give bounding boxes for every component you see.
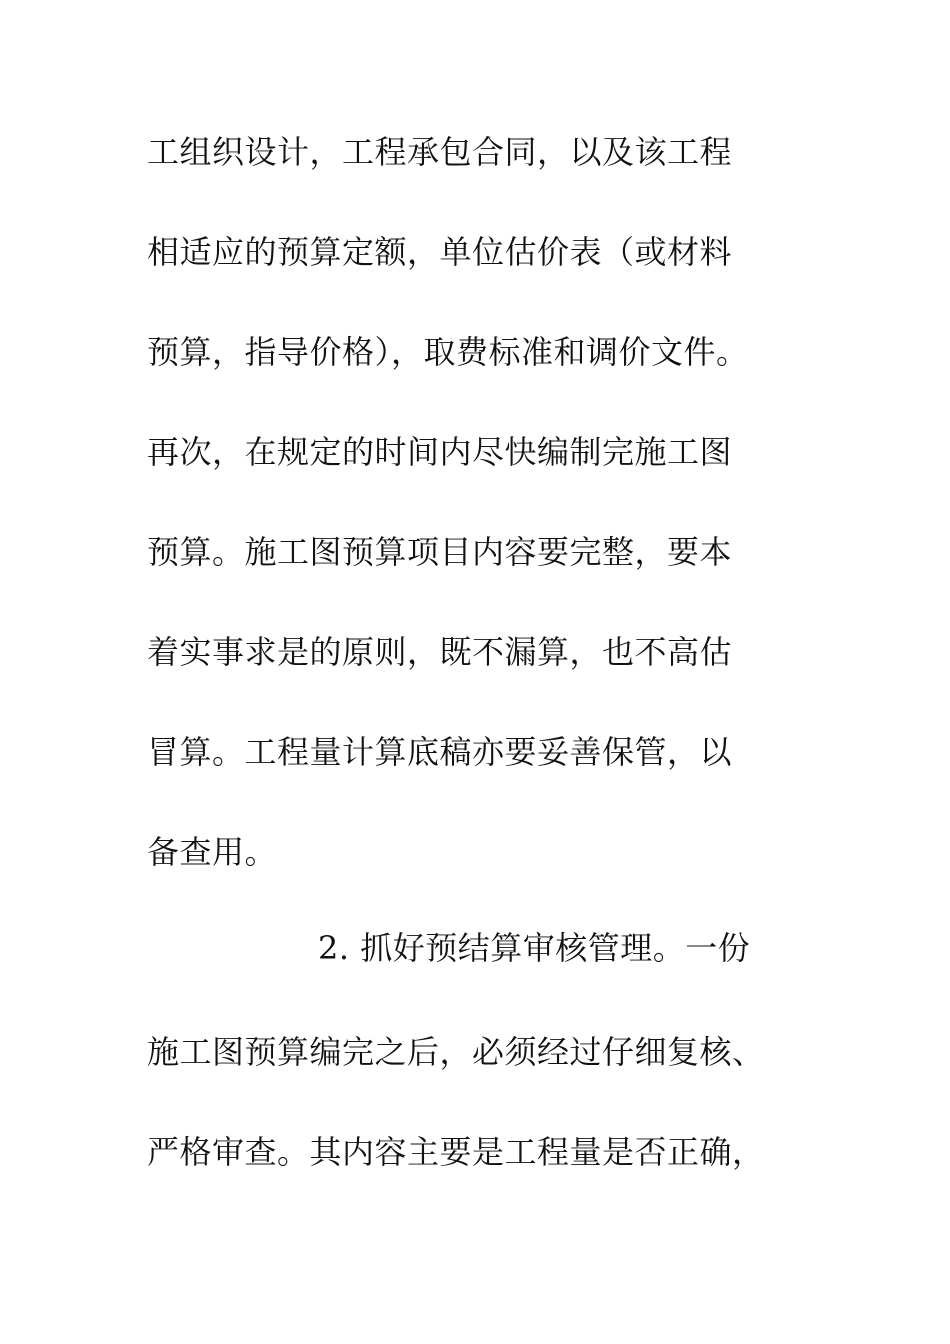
body-text-line: 冒算。工程量计算底稿亦要妥善保管，以: [147, 733, 733, 771]
section-heading-line: 2. 抓好预结算审核管理。一份: [318, 929, 751, 967]
body-text-line: 备查用。: [147, 833, 278, 871]
body-text-line: 工组织设计，工程承包合同，以及该工程: [147, 133, 733, 171]
body-text-line: 严格审查。其内容主要是工程量是否正确，: [147, 1133, 765, 1171]
body-text-line: 预算，指导价格），取费标准和调价文件。: [147, 333, 749, 371]
body-text-line: 再次，在规定的时间内尽快编制完施工图: [147, 433, 733, 471]
body-text-line: 预算。施工图预算项目内容要完整，要本: [147, 533, 733, 571]
body-text-line: 相适应的预算定额，单位估价表（或材料: [147, 233, 733, 271]
body-text-line: 施工图预算编完之后，必须经过仔细复核、: [147, 1033, 765, 1071]
body-text-line: 着实事求是的原则，既不漏算，也不高估: [147, 633, 733, 671]
